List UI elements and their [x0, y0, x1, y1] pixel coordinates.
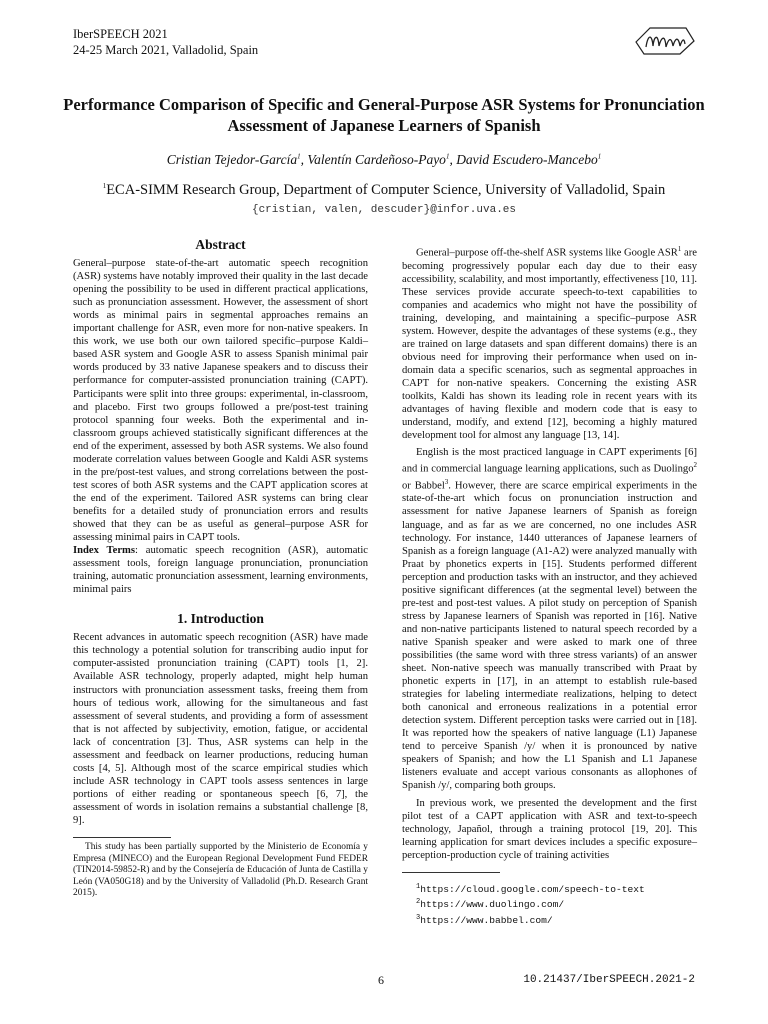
body-paragraph: In previous work, we presented the development and the first pilot test of a CAPT application with ASR and text-to-speech technology, Japañol, through a training protocol [19, 20]. This learning application for smart devices includes a specific exposure–perception-production cycle of training activities: [402, 797, 697, 861]
author-emails: {cristian, valen, descuder}@infor.uva.es: [251, 204, 517, 216]
author-name: Cristian Tejedor-García: [166, 152, 298, 167]
footnote-url[interactable]: [402, 896, 697, 912]
footnote-url[interactable]: [402, 881, 697, 897]
page-number: 6: [378, 973, 384, 987]
right-column: [402, 243, 697, 928]
author-name: David Escudero-Mancebo: [456, 152, 598, 167]
body-paragraph: [402, 446, 697, 792]
section-heading-introduction: 1. Introduction: [177, 611, 264, 627]
conference-name: IberSPEECH 2021: [73, 27, 168, 41]
intro-paragraph: Recent advances in automatic speech recognition (ASR) have made this technology a potential solution for transcribing audio input for computer-assisted pronunciation training (CAPT) tools [1, 2]. Available ASR technology, properly adapted, might help human instructors with pronunciation assessment tasks, freeing them from hours of tedious work, allowing for the simultaneous and fast assessment of several students, and providing a form of assessment that is not affected by subjectivity, emotion, fatigue, or accidental lack of concentration [3]. Thus, ASR systems can help in the assessment and feedback on learner productions, reducing human costs [4, 5]. Although most of the scarce empirical studies which include ASR technology in CAPT tools assess sentences in large portions of either reading or spontaneous speech [6, 7], the assessment of words in isolation remains a substantial challenge [8, 9].: [73, 632, 368, 826]
affiliation-mark: 1: [445, 152, 450, 161]
footnote-divider: [73, 837, 171, 838]
url-text: https://www.duolingo.com/: [420, 899, 565, 911]
conference-date-place: 24-25 March 2021, Valladolid, Spain: [73, 43, 259, 57]
conference-logo-icon: [634, 24, 696, 58]
author-separator: ,: [300, 152, 308, 167]
affiliation: [60, 182, 708, 199]
left-column: [73, 238, 368, 900]
footnote-mark: 3: [444, 477, 449, 486]
abstract-text: General–purpose state-of-the-art automatic speech recognition (ASR) systems have notably improved their quality in the last decade opening the possibility to be used in different practical applications, such as pronunciation assessment. However, the assessment of short words as minimal pairs in segmental approaches remains an important challenge for ASR, even more for non-native speakers. In this work, we use both our own tailored specific–purpose Kaldi–based ASR system and Google ASR to assess Spanish minimal pair words produced by 33 native Japanese speakers and to discuss their performance for computer-assisted pronunciation training (CAPT). Participants were split into three groups: experimental, in-classroom, and placebo. First two groups followed a pre/post-test training protocol spanning four weeks. Both the experimental and in-classroom groups achieved statistically significant differences at the end of the experiment, assessed by both ASR systems. We also found moderate correlation values between Google and Kaldi ASR systems in the pre/post-test values, and strong correlations between the post-test scores of both ASR systems and the CAPT application scores at the end of the experiment. Tailored ASR systems can bring clear benefits for a detailed study of pronunciation errors and results showed that they can be as useful as general–purpose ASR for assessing minimal pairs in CAPT tools.: [73, 258, 368, 544]
footnote-mark: 2: [416, 898, 421, 907]
abstract-heading: Abstract: [195, 237, 246, 252]
text-run: . However, there are scarce empirical experiments in the state-of-the-art which focus on pronunciation instruction and assessment for native Japanese learners of Spanish as foreign language, and as far as we are concerned, no one includes ASR technology. For instance, 1440 utterances of Japanese learners of Spanish as a foreign language (A1-A2) were analyzed manually with Praat by phonetics experts in [15]. Students performed different perception and production tasks with an instructor, and they achieved positive significant differences (at the segmental level) between the pre-test and post-test values. A pilot study on perception of Spanish stress by Japanese learners of Spanish was reported in [16]. Native and non-native participants listened to natural speech recorded by a native Spanish speaker and were asked to mark one of three possibilities (the same word with three stress variants) of an answer sheet. Non-native speech was manually transcribed with Praat by phonetic experts in [17], in an attempt to establish rule-based strategies for labeling intermediate realizations, helping to detect both canonical and erroneous realizations in a potential error detection system. Different perception tasks were carried out in [18]. It was reported how the speakers of native language (L1) Japanese tend to perceive Spanish /y/ when it is pronounced by native speakers of Spanish; and how the L1 Spanish and L1 Japanese listeners evaluate and accept various consonants as allophones of Spanish /y/, comparing both groups.: [402, 480, 698, 792]
text-run: are becoming progressively popular each day due to their easy accessibility, scalability, and most importantly, effectiveness [10, 11]. These services provide accurate speech-to-text capabilities to companies and academics who might not have the possibility of training, developing, and maintaining a specific–purpose ASR system. However, despite the advantages of these systems (e.g., they are trained on large datasets and span different domains) there is an obvious need for improving their performance when used on in-domain data a specific scenarios, such as segmental approaches in CAPT for non-native speakers. Concerning the existing ASR toolkits, Kaldi has shown its leading role in recent years with its advantages of having flexible and modern code that is easy to understand, modify, and extend [12], becoming a highly matured development tool for almost any language [13, 14].: [402, 247, 697, 442]
url-text: https://cloud.google.com/speech-to-text: [420, 883, 645, 895]
text-run: or Babbel: [402, 480, 445, 492]
text-run: English is the most practiced language in CAPT experiments [6] and in commercial language learning applications, such as Duolingo: [402, 447, 697, 475]
footnote-mark: 1: [416, 882, 421, 891]
body-paragraph: [402, 243, 697, 442]
footnote-divider: [402, 872, 500, 873]
affiliation-mark: 1: [597, 152, 602, 161]
affiliation-mark: 1: [102, 182, 107, 191]
url-text: https://www.babbel.com/: [420, 915, 553, 927]
doi: 10.21437/IberSPEECH.2021-2: [523, 974, 695, 986]
index-terms: [73, 544, 368, 596]
index-terms-text: : automatic speech recognition (ASR), automatic assessment tools, foreign language pronunciation, pronunciation training, automatic pronunciation assessment, learning environments, minimal pairs: [73, 545, 369, 596]
paper-title: Performance Comparison of Specific and General-Purpose ASR Systems for Pronunciation Assessment of Japanese Learners of Spanish: [63, 95, 705, 135]
footnote-mark: 2: [693, 461, 697, 470]
footnote-url[interactable]: [402, 912, 697, 928]
author-list: [60, 152, 708, 168]
index-terms-label: Index Terms: [73, 545, 135, 557]
footnote-mark: 3: [416, 913, 421, 922]
funding-footnote: This study has been partially supported by the Ministerio de Economía y Empresa (MINECO) and the European Regional Development Fund FEDER (TIN2014-59852-R) and by the Consejería de Educación of Junta de Castilla y León (VA050G18) and by the University of Valladolid (Ph.D. Research Grant 2015).: [73, 842, 368, 899]
affiliation-mark: 1: [297, 152, 301, 161]
footnote-url-list: [402, 881, 697, 928]
text-run: General–purpose off-the-shelf ASR systems like Google ASR: [416, 247, 678, 259]
conference-header: [73, 26, 258, 58]
affiliation-text: ECA-SIMM Research Group, Department of Computer Science, University of Valladolid, Spain: [106, 182, 666, 198]
author-name: Valentín Cardeñoso-Payo: [307, 152, 446, 167]
author-separator: ,: [449, 152, 457, 167]
footnote-mark: 1: [677, 245, 682, 253]
